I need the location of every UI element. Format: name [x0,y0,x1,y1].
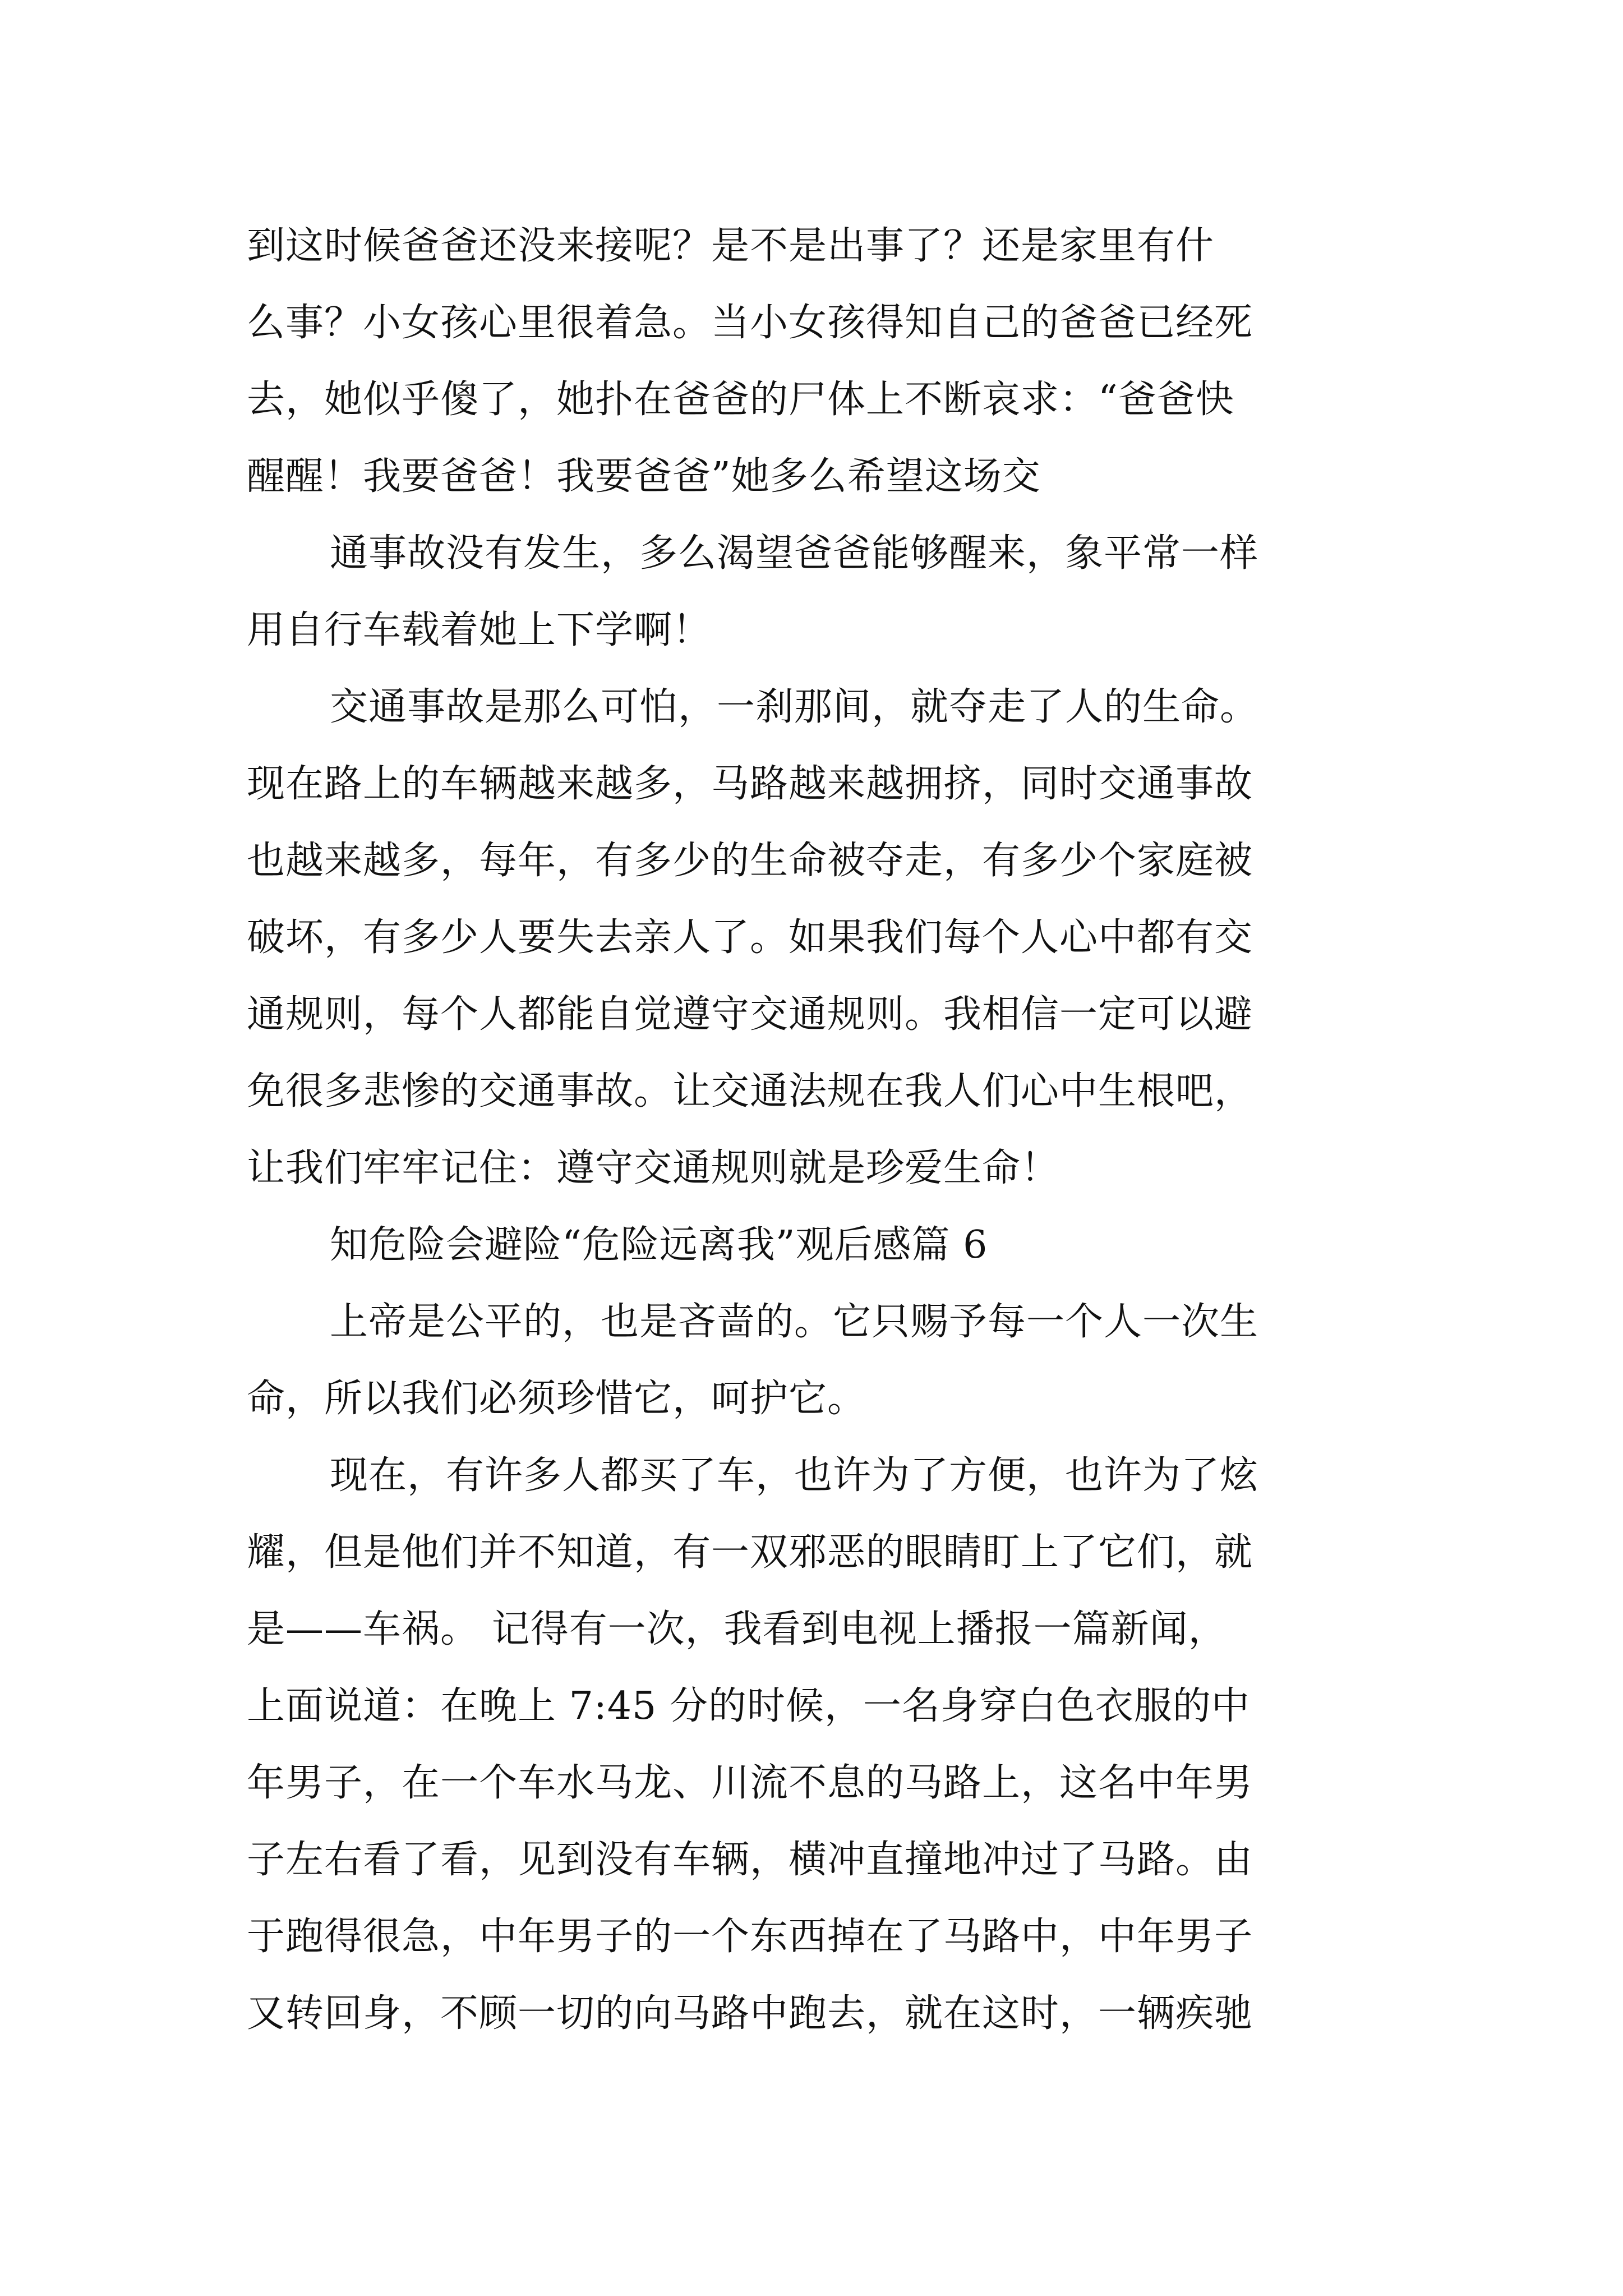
text-line: 子左右看了看，见到没有车辆，横冲直撞地冲过了马路。由 [247,1838,1253,1882]
text-line: 上面说道：在晚上 7:45 分的时候，一名身穿白色衣服的中 [247,1684,1250,1728]
text-line: 到这时候爸爸还没来接呢？是不是出事了？还是家里有什 [247,224,1215,268]
text-line: 交通事故是那么可怕，一刹那间，就夺走了人的生命。 [330,685,1259,729]
text-line: 也越来越多，每年，有多少的生命被夺走，有多少个家庭被 [247,839,1253,883]
text-line: 耀，但是他们并不知道，有一双邪恶的眼睛盯上了它们，就 [247,1530,1253,1575]
document-body [247,208,1391,2052]
text-line: 又转回身，不顾一切的向马路中跑去，就在这时，一辆疾驰 [247,1991,1253,2036]
text-line: 是——车祸。 记得有一次，我看到电视上播报一篇新闻， [247,1607,1227,1651]
text-line: 醒醒！我要爸爸！我要爸爸”她多么希望这场交 [247,454,1041,499]
text-line: 去，她似乎傻了，她扑在爸爸的尸体上不断哀求：“爸爸快 [247,378,1234,422]
text-line: 现在，有许多人都买了车，也许为了方便，也许为了炫 [330,1453,1259,1498]
text-line: 上帝是公平的，也是吝啬的。它只赐予每一个人一次生 [330,1300,1259,1344]
text-line: 通规则，每个人都能自觉遵守交通规则。我相信一定可以避 [247,992,1253,1037]
text-line: 现在路上的车辆越来越多，马路越来越拥挤，同时交通事故 [247,762,1253,806]
text-line: 通事故没有发生，多么渴望爸爸能够醒来，象平常一样 [330,531,1259,576]
text-line: 么事？小女孩心里很着急。当小女孩得知自己的爸爸已经死 [247,301,1253,345]
text-line: 破坏，有多少人要失去亲人了。如果我们每个人心中都有交 [247,915,1253,960]
text-line: 于跑得很急，中年男子的一个东西掉在了马路中，中年男子 [247,1915,1253,1959]
text-line: 让我们牢牢记住：遵守交通规则就是珍爱生命！ [247,1146,1060,1190]
text-line: 命，所以我们必须珍惜它，呵护它。 [247,1377,866,1421]
text-line: 年男子，在一个车水马龙、川流不息的马路上，这名中年男 [247,1761,1253,1805]
text-line: 用自行车载着她上下学啊！ [247,608,712,652]
text-line: 免很多悲惨的交通事故。让交通法规在我人们心中生根吧， [247,1069,1253,1114]
section-heading: 知危险会避险“危险远离我”观后感篇 6 [330,1223,988,1267]
